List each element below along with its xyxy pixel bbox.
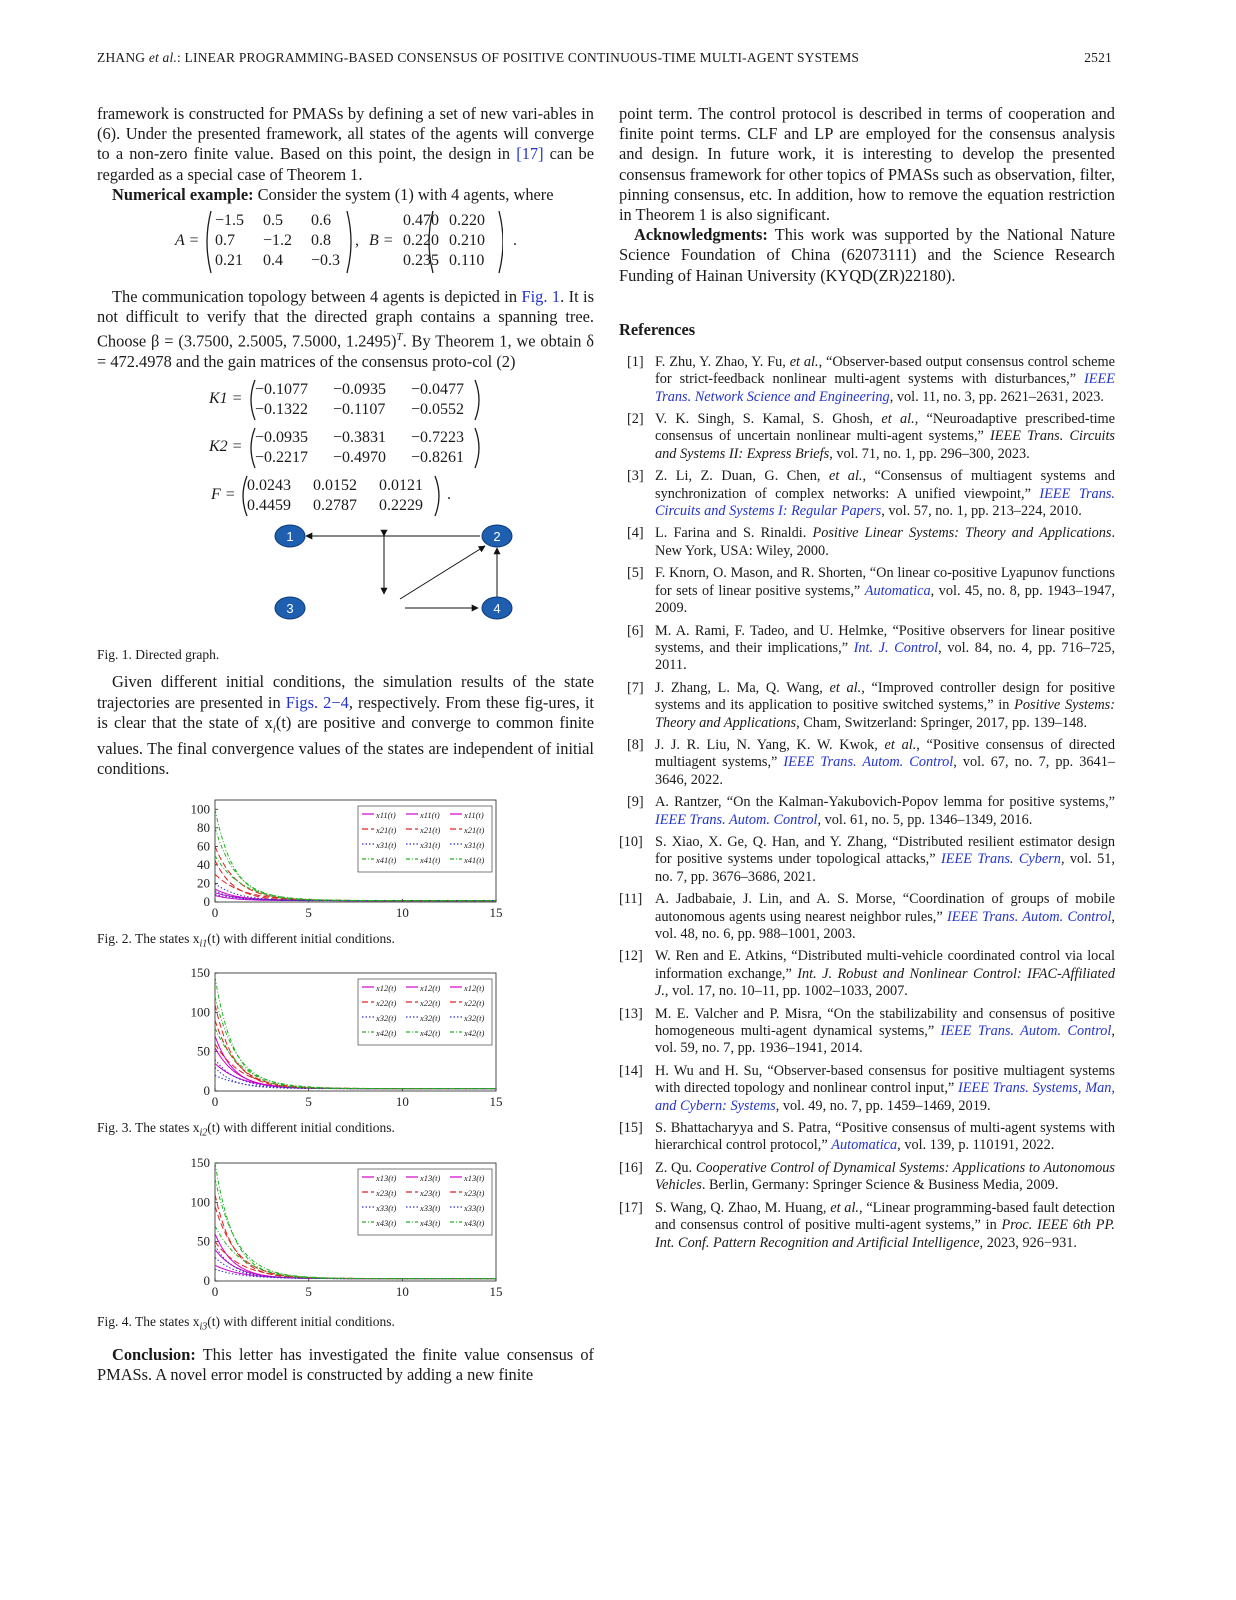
matrix-cell: −0.0935: [333, 381, 387, 399]
numerical-example-paragraph: Numerical example: Consider the system (1) with 4 agents, where: [112, 184, 554, 204]
reference-number: [5]: [627, 565, 644, 582]
matrix-cell: −0.1322: [255, 401, 309, 419]
graph-node-3: [275, 597, 305, 619]
legend-label: x12(t): [464, 983, 485, 994]
reference-item: [619, 794, 1115, 829]
ref-link-17[interactable]: [17]: [516, 144, 544, 164]
y-tick-label: 0: [203, 1083, 210, 1099]
future-work-paragraph: point term. The control protocol is described in terms of cooperation and finite point terms. CLF and LP are employed for the consensus analysis and design. In future work, it is interesting to develop the presented consensus framework for other topics of PMASs such as observation, filter, pinning consensus, etc. In addition, how to remove the equation restriction in Theorem 1 is also significant.: [619, 104, 1115, 225]
matrix-cell: −0.4970: [333, 449, 387, 467]
legend-label: x31(t): [464, 839, 485, 850]
series-line: [215, 1242, 496, 1279]
matrix-cell: −0.3: [311, 252, 341, 270]
reference-text: Z. Qu.: [655, 1159, 696, 1176]
legend-label: x21(t): [420, 824, 441, 835]
matrix-cell: 0.7: [215, 232, 235, 250]
reference-text: , “Consensus of multiagent systems and synchronization of complex networks: A unified viewpoint,”: [655, 468, 1115, 502]
reference-text: , “Observer-based output consensus control scheme for strict-feedback nonlinear multi-agent systems with disturbances,”: [655, 353, 1115, 388]
reference-item: [619, 680, 1115, 732]
reference-number: [4]: [627, 525, 644, 542]
series-line: [215, 1060, 496, 1089]
reference-text: et al.: [830, 1199, 859, 1216]
y-tick-label: 150: [190, 1156, 210, 1170]
x-tick-label: 5: [305, 904, 312, 920]
legend-label: x11(t): [376, 809, 396, 820]
svg-text:2: 2: [493, 529, 501, 545]
matrix-cell: −0.0935: [255, 429, 309, 447]
y-tick-label: 80: [197, 819, 210, 835]
reference-number: [8]: [627, 736, 644, 753]
references-heading: References: [619, 319, 696, 339]
y-tick-label: 150: [190, 967, 210, 981]
reference-item: [619, 1006, 1115, 1058]
reference-number: [9]: [627, 794, 644, 811]
matrix-B-label: B =: [369, 232, 394, 250]
reference-text: W. Ren and E. Atkins, “Distributed multi-vehicle coordinated control via local information exchange,”: [655, 948, 1115, 982]
matrix-cell: 0.0243: [247, 477, 291, 495]
reference-item: [619, 623, 1115, 675]
legend-label: x41(t): [376, 854, 397, 865]
legend-label: x42(t): [376, 1028, 397, 1039]
right-column: [619, 104, 1115, 1257]
legend-label: x31(t): [420, 839, 441, 850]
figs-2-4-link[interactable]: Figs. 2−4: [285, 692, 349, 712]
reference-text: et al.: [881, 411, 915, 428]
legend-label: x12(t): [420, 983, 441, 994]
x-tick-label: 0: [211, 904, 219, 920]
matrix-cell: −0.2217: [255, 449, 309, 467]
acknowledgments-paragraph: Acknowledgments: This work was supported by the National Nature Science Foundation of China (62073111) and the Science Research Funding of Hainan University (KYQD(ZR)22180).: [619, 225, 1115, 285]
fig3-chart: [97, 967, 594, 1113]
svg-text:1: 1: [286, 529, 294, 545]
matrix-cell: −0.0477: [411, 381, 465, 399]
reference-text: . New York, USA: Wiley, 2000.: [655, 525, 1116, 559]
matrix-A-label: A =: [175, 232, 200, 250]
matrix-K1-label: K1 =: [209, 390, 243, 408]
matrix-cell: −0.8261: [411, 449, 465, 467]
reference-text: H. Wu and H. Su, “Observer-based consensus for positive multiagent systems with directed topology and nonlinear control input,”: [655, 1062, 1115, 1097]
running-title: ZHANG et al.: LINEAR PROGRAMMING-BASED CONSENSUS OF POSITIVE CONTINUOUS-TIME MULTI-AGENT SYSTEMS: [97, 50, 860, 65]
reference-item: [619, 468, 1115, 520]
reference-item: [619, 1120, 1115, 1155]
y-tick-label: 0: [203, 1272, 210, 1288]
reference-number: [12]: [619, 948, 643, 965]
reference-text: , vol. 51, no. 7, pp. 3676–3686, 2021.: [655, 851, 1115, 885]
legend-label: x32(t): [420, 1013, 441, 1024]
journal-link[interactable]: IEEE Trans. Autom. Control: [783, 754, 954, 771]
matrix-cell: 0.210: [449, 232, 485, 250]
matrix-cell: 0.6: [311, 212, 331, 230]
reference-text: , vol. 67, no. 7, pp. 3641–3646, 2022.: [655, 754, 1115, 788]
y-tick-label: 100: [190, 1194, 210, 1210]
x-tick-label: 15: [489, 904, 503, 920]
reference-text: , vol. 84, no. 4, pp. 716–725, 2011.: [655, 639, 1116, 674]
x-tick-label: 15: [489, 1283, 503, 1299]
matrix-cell: −0.0552: [411, 401, 465, 419]
matrix-cell: 0.220: [403, 232, 439, 250]
reference-text: et al.: [789, 353, 819, 370]
reference-number: [2]: [627, 411, 644, 428]
legend-label: x31(t): [376, 839, 397, 850]
matrix-cell: 0.0121: [379, 477, 423, 495]
reference-text: IEEE Trans. Circuits and Systems II: Express Briefs: [655, 428, 1115, 462]
journal-link[interactable]: Int. J. Control: [853, 639, 939, 656]
matrix-F: F = 0.0243 0.0152 0.0121 0.4459 0.2787 0.2229 .: [97, 474, 594, 518]
reference-text: , vol. 57, no. 1, pp. 213–224, 2010.: [881, 503, 1082, 520]
matrix-cell: 0.235: [403, 252, 439, 270]
legend-label: x13(t): [420, 1172, 441, 1183]
matrix-K2: [97, 426, 594, 470]
reference-number: [13]: [619, 1005, 643, 1022]
reference-text: M. A. Rami, F. Tadeo, and U. Helmke, “Positive observers for linear positive systems, and their implications,”: [655, 622, 1115, 656]
matrix-cell: −1.2: [263, 232, 293, 250]
reference-text: , 2023, 926−931.: [979, 1234, 1077, 1251]
reference-number: [1]: [627, 353, 644, 370]
reference-text: . Berlin, Germany: Springer Science & Business Media, 2009.: [701, 1177, 1059, 1194]
reference-text: et al.: [829, 468, 863, 485]
matrix-K1: [97, 378, 594, 422]
reference-text: et al.: [884, 736, 917, 753]
graph-node-1: [275, 525, 305, 547]
journal-link[interactable]: Automatica: [864, 582, 931, 599]
journal-link[interactable]: IEEE Trans. Autom. Control: [946, 908, 1112, 925]
y-tick-label: 60: [197, 837, 210, 853]
reference-item: [619, 1063, 1115, 1115]
reference-item: [619, 948, 1115, 1000]
legend-label: x23(t): [420, 1187, 441, 1198]
fig4-caption: Fig. 4. The states $x_{i3}(t)$ with different initial conditions.: [97, 1313, 395, 1333]
reference-item: [619, 1200, 1115, 1252]
fig2-chart: [97, 794, 594, 924]
reference-text: Int. J. Robust and Nonlinear Control: IFAC-Affiliated J.: [655, 965, 1115, 1000]
reference-text: , vol. 49, no. 7, pp. 1459–1469, 2019.: [775, 1097, 991, 1114]
fig4-chart: [97, 1157, 594, 1303]
reference-number: [17]: [619, 1199, 643, 1216]
fig1-link[interactable]: Fig. 1: [521, 287, 561, 307]
directed-graph: [97, 524, 594, 624]
reference-text: M. E. Valcher and P. Misra, “On the stabilizability and consensus of positive homogeneous multi-agent dynamical systems,”: [655, 1005, 1115, 1040]
legend-label: x11(t): [464, 809, 484, 820]
reference-item: [619, 411, 1115, 463]
fig2-caption: Fig. 2. The states $x_{i1}(t)$ with different initial conditions.: [97, 930, 395, 950]
matrix-A-B: A = −1.5 0.5 0.6 0.7 −1.2 0.8 0.21 0.4 −0.3 , B = 0.470 0.220 0.220 0.210 0.235 0.110 .: [97, 209, 594, 275]
svg-text:4: 4: [493, 601, 501, 617]
journal-link[interactable]: IEEE Trans. Network Science and Engineering: [655, 371, 1115, 405]
matrix-cell: 0.470: [403, 212, 439, 230]
edge-3-2: [400, 546, 485, 599]
reference-number: [6]: [627, 622, 644, 639]
matrix-cell: 0.110: [449, 252, 485, 270]
x-tick-label: 10: [395, 1283, 409, 1299]
legend-label: x33(t): [376, 1202, 397, 1213]
reference-item: [619, 891, 1115, 943]
y-tick-label: 50: [197, 1233, 210, 1249]
x-tick-label: 0: [211, 1283, 219, 1299]
reference-text: J. Zhang, L. Ma, Q. Wang,: [655, 679, 830, 696]
matrix-cell: −0.1107: [333, 401, 386, 419]
reference-list: [619, 354, 1115, 1252]
reference-item: [619, 525, 1115, 560]
reference-number: [14]: [619, 1062, 643, 1079]
legend-label: x43(t): [420, 1217, 441, 1228]
reference-text: Positive Linear Systems: Theory and Applications: [812, 525, 1112, 542]
legend-label: x41(t): [420, 854, 441, 865]
y-tick-label: 100: [190, 1004, 210, 1020]
legend-label: x33(t): [464, 1202, 485, 1213]
legend-label: x12(t): [376, 983, 397, 994]
matrix-cell: −0.3831: [333, 429, 387, 447]
matrix-cell: 0.2229: [379, 497, 423, 515]
legend-label: x42(t): [464, 1028, 485, 1039]
journal-link[interactable]: IEEE Trans. Autom. Control: [655, 811, 818, 828]
matrix-cell: 0.4459: [247, 497, 291, 515]
reference-number: [7]: [627, 679, 644, 696]
topology-paragraph: The communication topology between 4 agents is depicted in Fig. 1. It is not difficult to verify that the directed graph contains a spanning tree. Choose β = (3.7500, 2.5005, 7.5000, 1.2495)$^T$. By Theorem 1, we obtain δ = 472.4978 and the gain matrices of the consensus proto-col (2): [97, 287, 594, 372]
legend-label: x13(t): [376, 1172, 397, 1183]
legend-label: x23(t): [464, 1187, 485, 1198]
series-line: [215, 1044, 496, 1089]
reference-text: S. Wang, Q. Zhao, M. Huang,: [655, 1199, 831, 1216]
reference-item: [619, 354, 1115, 406]
matrix-cell: 0.5: [263, 212, 283, 230]
intro-paragraph: framework is constructed for PMASs by defining a set of new vari-ables in (6). Under the presented framework, all states of the agents will converge to a non-zero finite value. Based on this point, the design in [17] can be regarded as a special case of Theorem 1.: [97, 104, 594, 184]
legend-label: x41(t): [464, 854, 485, 865]
y-tick-label: 40: [197, 856, 210, 872]
reference-text: F. Zhu, Y. Zhao, Y. Fu,: [655, 353, 790, 370]
left-column: [97, 104, 594, 1385]
legend-label: x43(t): [464, 1217, 485, 1228]
svg-text:3: 3: [286, 601, 294, 617]
journal-link[interactable]: IEEE Trans. Cybern: [940, 851, 1061, 868]
x-tick-label: 0: [211, 1094, 219, 1110]
legend-label: x32(t): [376, 1013, 397, 1024]
y-tick-label: 0: [203, 893, 210, 909]
legend-label: x42(t): [420, 1028, 441, 1039]
reference-text: Proc. IEEE 6th PP. Int. Conf. Pattern Recognition and Artificial Intelligence: [655, 1217, 1115, 1251]
graph-node-4: [482, 597, 512, 619]
legend-label: x33(t): [420, 1202, 441, 1213]
x-tick-label: 10: [395, 904, 409, 920]
matrix-cell: 0.4: [263, 252, 283, 270]
series-line: [215, 1234, 496, 1279]
matrix-cell: 0.21: [215, 252, 243, 270]
legend-label: x22(t): [420, 998, 441, 1009]
legend-label: x21(t): [376, 824, 397, 835]
reference-item: [619, 834, 1115, 886]
reference-text: J. J. R. Liu, N. Yang, K. W. Kwok,: [655, 736, 885, 753]
reference-text: S. Xiao, X. Ge, Q. Han, and Y. Zhang, “Distributed resilient estimator design for positive systems under topological attacks,”: [655, 833, 1115, 868]
fig3-caption: Fig. 3. The states $x_{i2}(t)$ with different initial conditions.: [97, 1120, 395, 1139]
matrix-cell: 0.220: [449, 212, 485, 230]
running-header: [97, 50, 1112, 66]
reference-text: , “Improved controller design for positive systems and its application to positive switched systems,” in: [655, 679, 1116, 714]
matrix-K2-label: K2 =: [209, 438, 243, 456]
y-tick-label: 20: [197, 875, 210, 891]
reference-number: [16]: [619, 1159, 643, 1176]
reference-number: [15]: [619, 1120, 643, 1137]
reference-text: Positive Systems: Theory and Applications: [655, 697, 1115, 731]
reference-item: [619, 737, 1115, 789]
matrix-cell: 0.2787: [313, 497, 357, 515]
legend-label: x32(t): [464, 1013, 485, 1024]
reference-text: V. K. Singh, S. Kamal, S. Ghosh,: [655, 411, 882, 428]
legend-label: x13(t): [464, 1172, 485, 1183]
reference-text: Z. Li, Z. Duan, G. Chen,: [655, 468, 829, 485]
legend-label: x23(t): [376, 1187, 397, 1198]
matrix-F-label: F =: [211, 486, 236, 504]
reference-text: A. Jadbabaie, J. Lin, and A. S. Morse, “Coordination of groups of mobile autonomous agents using nearest neighbor rules,”: [655, 891, 1115, 925]
matrix-cell: −0.1077: [255, 381, 309, 399]
reference-text: , vol. 61, no. 5, pp. 1346–1349, 2016.: [817, 811, 1033, 828]
reference-item: [619, 1160, 1115, 1195]
matrix-cell: 0.0152: [313, 477, 357, 495]
reference-text: A. Rantzer, “On the Kalman-Yakubovich-Popov lemma for positive systems,”: [655, 794, 1115, 811]
x-tick-label: 5: [305, 1094, 312, 1110]
matrix-cell: −1.5: [215, 212, 245, 230]
legend-label: x11(t): [420, 809, 440, 820]
reference-text: S. Bhattacharyya and S. Patra, “Positive consensus of multi-agent systems with hierarchical control protocol,”: [655, 1120, 1115, 1154]
reference-text: , vol. 11, no. 3, pp. 2621–2631, 2023.: [889, 388, 1105, 405]
x-tick-label: 5: [305, 1283, 312, 1299]
reference-text: , vol. 48, no. 6, pp. 988–1001, 2003.: [655, 908, 1115, 943]
conclusion-paragraph: Conclusion: This letter has investigated the finite value consensus of PMASs. A novel error model is constructed by adding a new finite: [97, 1344, 594, 1384]
reference-text: , “Positive consensus of directed multiagent systems,”: [655, 736, 1115, 771]
reference-number: [10]: [619, 833, 643, 850]
reference-number: [3]: [627, 468, 644, 485]
reference-text: , vol. 45, no. 8, pp. 1943–1947, 2009.: [655, 582, 1115, 617]
x-tick-label: 15: [489, 1094, 503, 1110]
reference-text: , vol. 17, no. 10–11, pp. 1002–1033, 2007.: [664, 983, 908, 1000]
y-tick-label: 100: [190, 800, 210, 816]
series-line: [215, 1048, 496, 1089]
page-number: 2521: [1084, 50, 1112, 65]
reference-text: , “Linear programming-based fault detection and consensus control of positive multi-agent systems,” in: [655, 1199, 1115, 1234]
legend-label: x22(t): [376, 998, 397, 1009]
reference-text: , vol. 71, no. 1, pp. 296–300, 2023.: [829, 445, 1030, 462]
reference-item: [619, 565, 1115, 617]
reference-text: L. Farina and S. Rinaldi.: [655, 525, 813, 542]
reference-text: , Cham, Switzerland: Springer, 2017, pp. 139–148.: [796, 714, 1088, 731]
y-tick-label: 50: [197, 1043, 210, 1059]
journal-link[interactable]: Automatica: [831, 1137, 898, 1154]
reference-text: et al.: [829, 679, 862, 696]
reference-text: Cooperative Control of Dynamical Systems: Applications to Autonomous Vehicles: [655, 1159, 1115, 1194]
reference-text: , vol. 59, no. 7, pp. 1936–1941, 2014.: [655, 1023, 1115, 1057]
graph-node-2: [482, 525, 512, 547]
journal-link[interactable]: IEEE Trans. Circuits and Systems I: Regular Papers: [655, 485, 1115, 520]
reference-text: F. Knorn, O. Mason, and R. Shorten, “On linear co-positive Lyapunov functions for sets of linear positive systems,”: [655, 565, 1115, 599]
reference-text: , vol. 139, p. 110191, 2022.: [897, 1137, 1055, 1154]
matrix-cell: 0.8: [311, 232, 331, 250]
journal-link[interactable]: IEEE Trans. Autom. Control: [940, 1023, 1112, 1040]
journal-link[interactable]: IEEE Trans. Systems, Man, and Cybern: Systems: [655, 1080, 1115, 1114]
matrix-cell: −0.7223: [411, 429, 465, 447]
reference-text: , “Neuroadaptive prescribed-time consensus of uncertain nonlinear multi-agent systems,”: [655, 411, 1116, 445]
simulation-paragraph: Given different initial conditions, the simulation results of the state trajectories are presented in Figs. 2−4, respectively. From these fig-ures, it is clear that the state of $x_i(t)$ are positive and converge to common finite values. The final convergence values of the states are independent of initial conditions.: [97, 672, 594, 779]
reference-number: [11]: [619, 891, 643, 908]
fig1-caption: Fig. 1. Directed graph.: [97, 647, 220, 663]
legend-label: x22(t): [464, 998, 485, 1009]
legend-label: x43(t): [376, 1217, 397, 1228]
legend-label: x21(t): [464, 824, 485, 835]
x-tick-label: 10: [395, 1094, 409, 1110]
